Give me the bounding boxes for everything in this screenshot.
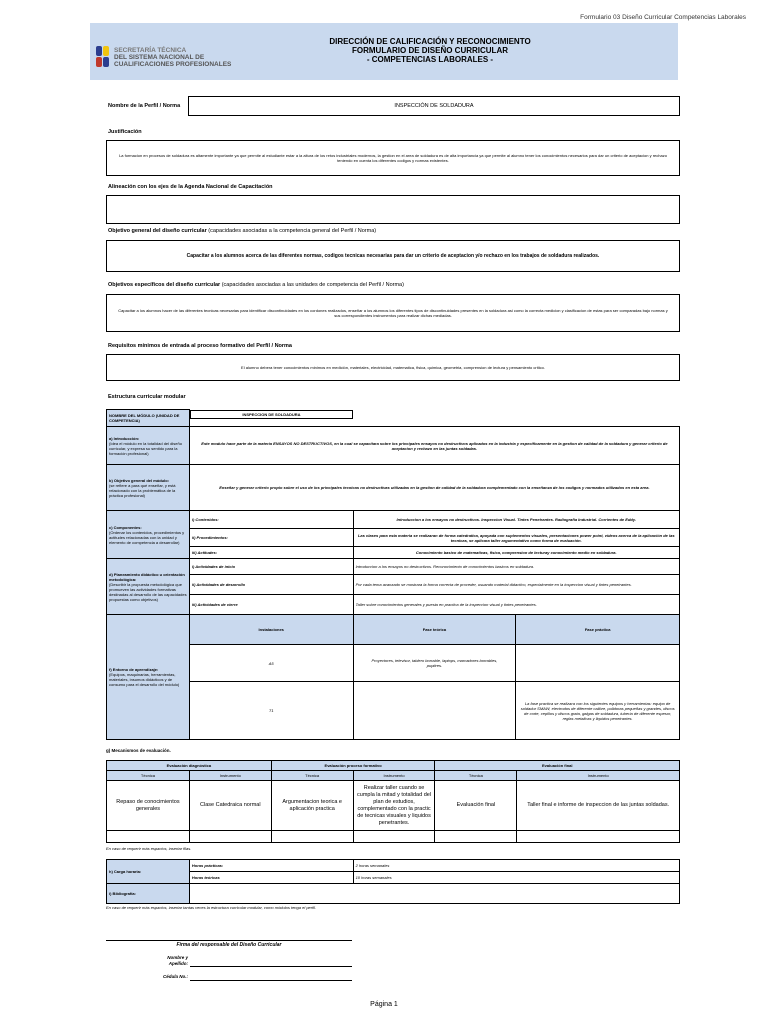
title-line-1: DIRECCIÓN DE CALIFICACIÓN Y RECONOCIMIENTO (329, 37, 531, 46)
firma-title: Firma del responsable del Diseño Curricular (176, 942, 282, 948)
evaluacion-table (106, 760, 680, 843)
planeamiento-key-0: i) Actividades de inicio (189, 559, 353, 575)
objetivo-general-label (108, 228, 376, 234)
evaluacion-sub-2: Técnica (271, 771, 353, 781)
form-reference: Formulario 03 Diseño Curricular Competencias Laborales (580, 14, 746, 21)
carga-value-0: 2 horas semanales (353, 860, 679, 872)
carga-table (106, 859, 680, 904)
planeamiento-key-2: iii) Actividades de cierre (189, 595, 353, 615)
evaluacion-empty-2 (271, 831, 353, 843)
objetivo-general-label-bold: Objetivo general del diseño curricular (108, 228, 207, 234)
objetivo-general-label-rest: (capacidades asociadas a la competencia general del Perfil / Norma) (206, 228, 377, 234)
logo-line-3: CUALIFICACIONES PROFESIONALES (114, 60, 232, 68)
evaluacion-cell-1: Clase Catedraica normal (189, 781, 271, 831)
objetivo-general-text: Capacitar a los alumnos acerca de las diferentes normas, codigos tecnicas necesarias para dar un criterio de aceptacion y/o rechazo en los trabajos de soldadura realizados. (106, 240, 680, 272)
logo-line-1: SECRETARÍA TÉCNICA (114, 46, 187, 54)
evaluacion-note: En caso de requerir más espacios, insertar filas. (106, 846, 192, 851)
logo-line-2: DEL SISTEMA NACIONAL DE (114, 53, 205, 61)
entorno-row-0-practica (516, 645, 680, 682)
componentes-label: c) Componentes: (109, 524, 142, 530)
evaluacion-sub-5: Instrumento (517, 771, 680, 781)
evaluacion-empty-0 (107, 831, 190, 843)
entorno-label: f) Entorno de aprendizaje: (109, 667, 159, 672)
page-title (280, 37, 580, 64)
componentes-value-1: Las clases para esta materia se realizaran de forma catedratica, apoyada con suplementos visuales, presentaciones power point, videos acerca de la aplicación de las tecnicas, se aplicara taller argumentativo como forma de evaluación. (353, 529, 679, 547)
evaluacion-cell-0: Repaso de conocimientos generales (107, 781, 190, 831)
objetivo-modulo-label: b) Objetivo general del módulo: (109, 477, 170, 483)
evaluacion-group-0: Evaluación diagnóstica (107, 761, 272, 771)
entorno-cell (107, 615, 190, 740)
requisitos-label: Requisitos mínimos de entrada al proceso formativo del Perfil / Norma (108, 343, 292, 349)
evaluacion-label: g) Mecanismos de evaluación. (106, 748, 171, 753)
alineacion-label: Alineación con los ejes de la Agenda Nacional de Capacitación (108, 184, 273, 190)
firma-nombre-label: Nombre y Apellido: (167, 955, 188, 966)
evaluacion-sub-4: Técnica (435, 771, 517, 781)
requisitos-text: El alumno debera tener conocimientos minimos en mediciòn, materiales, electricidad, matematica, fisica, quimica, geometria, comprension de lectura y pensamiento critico. (106, 354, 680, 381)
alineacion-box (106, 195, 680, 224)
bibliografia-value (189, 884, 679, 904)
perfil-value: INSPECCIÓN DE SOLDADURA (188, 96, 680, 116)
entorno-row-1-instalacion: T1 (189, 682, 353, 740)
logo (96, 42, 266, 72)
evaluacion-group-1: Evaluación proceso formativo (271, 761, 435, 771)
estructura-table (106, 409, 680, 740)
evaluacion-group-2: Evaluación final (435, 761, 680, 771)
componentes-value-2: Conocimiento basico de matematicas, fisica, comprension de lecturay conocimiento medio en soldadura. (353, 547, 679, 559)
entorno-header-0: Instalaciones (189, 615, 353, 645)
carga-key-0: Horas prácticas: (189, 860, 353, 872)
objetivos-especificos-text: Capacitar a los alumnos hacer de las diferentes tecnicas necesarias para identificar discontinuidades en los cordones realizados, enseñar a los alumnos los diferentes tipos de discontinuidades presentes en la soldadura asi como la correcta medicion y clasificacion de estas para ser comparadas bajo normas y sus correspondientes instrumentos para realizar dichas mediadas. (106, 294, 680, 332)
evaluacion-sub-1: Instrumento (189, 771, 271, 781)
entorno-row-1-practica: La fase practica se realizara con los siguientes equipos y herramientas: equipo de soldadur SMAW, electrodos de diferente calibre, pulidoras pequeñas y grandes, discos de corte, cepillos y discos grata, galgas de soldadura, tubería de diferente espesor, reglas metalicas y liquidos penetrantes. (516, 682, 680, 740)
bibliografia-label: i) Bibliografía: (107, 884, 190, 904)
page-number: Página 1 (370, 1001, 398, 1008)
evaluacion-empty-4 (435, 831, 517, 843)
componentes-key-1: ii) Procedimientos: (189, 529, 353, 547)
intro-label: a) Introducción: (109, 435, 140, 441)
entorno-desc: (Equipos, maquinarias, herramientas, materiales, insumos didácticos y de consumo para el desarrollo del módulo) (109, 672, 180, 687)
planeamiento-value-0: Introduccion a los ensayos no destructivos. Reconocimiento de conocimientos basicos en soldadura. (353, 559, 679, 575)
componentes-cell (107, 511, 190, 559)
planeamiento-desc: (Describir la propuesta metodológica que promueven las actividades formativas destinadas al desarrollo de las capacidades propuestas como objetivos) (109, 581, 187, 602)
objetivo-modulo-cell (107, 465, 190, 511)
firma-cedula-label: Cédula No.: (162, 974, 188, 979)
firma-line (106, 940, 352, 941)
modulo-label: NOMBRE DEL MÓDULO (UNIDAD DE COMPETENCIA) (107, 410, 190, 427)
entorno-row-0-teorica: Proyectores, televisor, tablero borrable, laptops, marcadores borrables, pupitres. (353, 645, 516, 682)
entorno-header-2: Fase práctica (516, 615, 680, 645)
componentes-key-2: iii) Actitudes: (189, 547, 353, 559)
planeamiento-value-2: Taller sobre conocimientos generales y puesta en practica de la inspeccion visual y tintes penetrantes. (353, 595, 679, 615)
planeamiento-key-1: ii) Actividades de desarrollo (189, 575, 353, 595)
evaluacion-sub-3: Instrumento (353, 771, 435, 781)
entorno-row-0-instalacion: A5 (189, 645, 353, 682)
logo-text (114, 47, 231, 68)
intro-text: Este modulo hace parte de la materia ENSAYOS NO DESTRUCTIVOS, en la cual se capacitara sobre los principales ensayos no destructivos aplicados en la industria y especificamente en la gestion de calidad de la soldadura y generar criterio de aceptacion y rechazo en las juntas soldadas. (189, 427, 679, 465)
entorno-row-1-teorica (353, 682, 516, 740)
intro-desc: (Idea el módulo en la totalidad del diseño curricular, y expresa su sentido para la formación profesional) (109, 440, 182, 456)
carga-value-1: 10 horas semanales (353, 872, 679, 884)
estructura-label: Estructura curricular modular (108, 394, 186, 400)
objetivo-modulo-desc: (se refiere a para qué enseñar, y está relacionado con la problemática de la práctica profesional) (109, 482, 176, 498)
entorno-header-1: Fase teórica (353, 615, 516, 645)
title-line-3: - COMPETENCIAS LABORALES - (366, 55, 494, 64)
carga-key-1: Horas teóricas (189, 872, 353, 884)
firma-nombre-line (190, 966, 352, 967)
justificacion-label: Justificación (108, 129, 142, 135)
title-line-2: FORMULARIO DE DISEÑO CURRICULAR (352, 46, 508, 55)
logo-mark-icon (96, 44, 110, 70)
carga-label: h) Carga horaria: (107, 860, 190, 884)
componentes-value-0: Introduccion a los ensayos no destructivos. Inspeccion Visual. Tintes Penetrantes. Radiografia Industrial. Corrientes de Eddy. (353, 511, 679, 529)
evaluacion-cell-5: Taller final e informe de inspeccion de las juntas soldadas. (517, 781, 680, 831)
evaluacion-empty-1 (189, 831, 271, 843)
objetivos-especificos-label (108, 282, 404, 288)
evaluacion-cell-2: Argumentacion teorica e aplicación practica (271, 781, 353, 831)
objetivo-modulo-text: Enseñar y generar criterio propio sobre el uso de los principales tecnicas no destructivas utilizadas en la gestion de calidad de la soldadura complementado con la enseñanza de los codigos y normados utilizados en esta area. (189, 465, 679, 511)
justificacion-text: La formacion en procesos de soldadura es altamente importante ya que permite al estudiante estar a la altura de los retos industriales modernos, la gestion en el area de soldadura es de alta importancia ya que permite al alumno tener los conocimientos necesarios para dar un criterio de aceptacion y rechazo teniendo en cuenta los diferentes codigos y normas existentes. (106, 140, 680, 176)
objetivos-especificos-label-bold: Objetivos específicos del diseño curricular (108, 282, 221, 288)
evaluacion-cell-3: Realizar taller cuando se cumpla la mitad y totalidad del plan de estudios, complementado con la practic de tecnicas visuales y liquidos penetrantes. (353, 781, 435, 831)
modulo-value: INSPECCION DE SOLDADURA (190, 410, 353, 419)
evaluacion-empty-3 (353, 831, 435, 843)
componentes-desc: (Ordenar los contenidos, procedimientos y actitudes relacionadas con la unidad y elemento de competencia a desarrollar) (109, 529, 185, 545)
planeamiento-value-1: Por cada tema avanzado se mostrara la forma correcta de proceder, usuando material didactico, especialmente en la inspeccion visual y tintes penetrantes. (353, 575, 679, 595)
objetivos-especificos-label-rest: (capacidades asociadas a las unidades de competencia del Perfil / Norma) (220, 282, 404, 288)
evaluacion-cell-4: Evaluación final (435, 781, 517, 831)
evaluacion-empty-5 (517, 831, 680, 843)
componentes-key-0: i) Contenidos: (189, 511, 353, 529)
final-note: En caso de requerir más espacios, insertar tantas veces la estructura curricular modular, como módulos tenga el perfil. (106, 905, 317, 910)
planeamiento-label: d) Planeamiento didáctico u orientación metodológica: (109, 571, 185, 582)
evaluacion-sub-0: Técnica (107, 771, 190, 781)
firma-cedula-line (190, 980, 352, 981)
intro-cell (107, 427, 190, 465)
planeamiento-cell (107, 559, 190, 615)
perfil-label: Nombre de la Perfil / Norma (108, 103, 181, 109)
